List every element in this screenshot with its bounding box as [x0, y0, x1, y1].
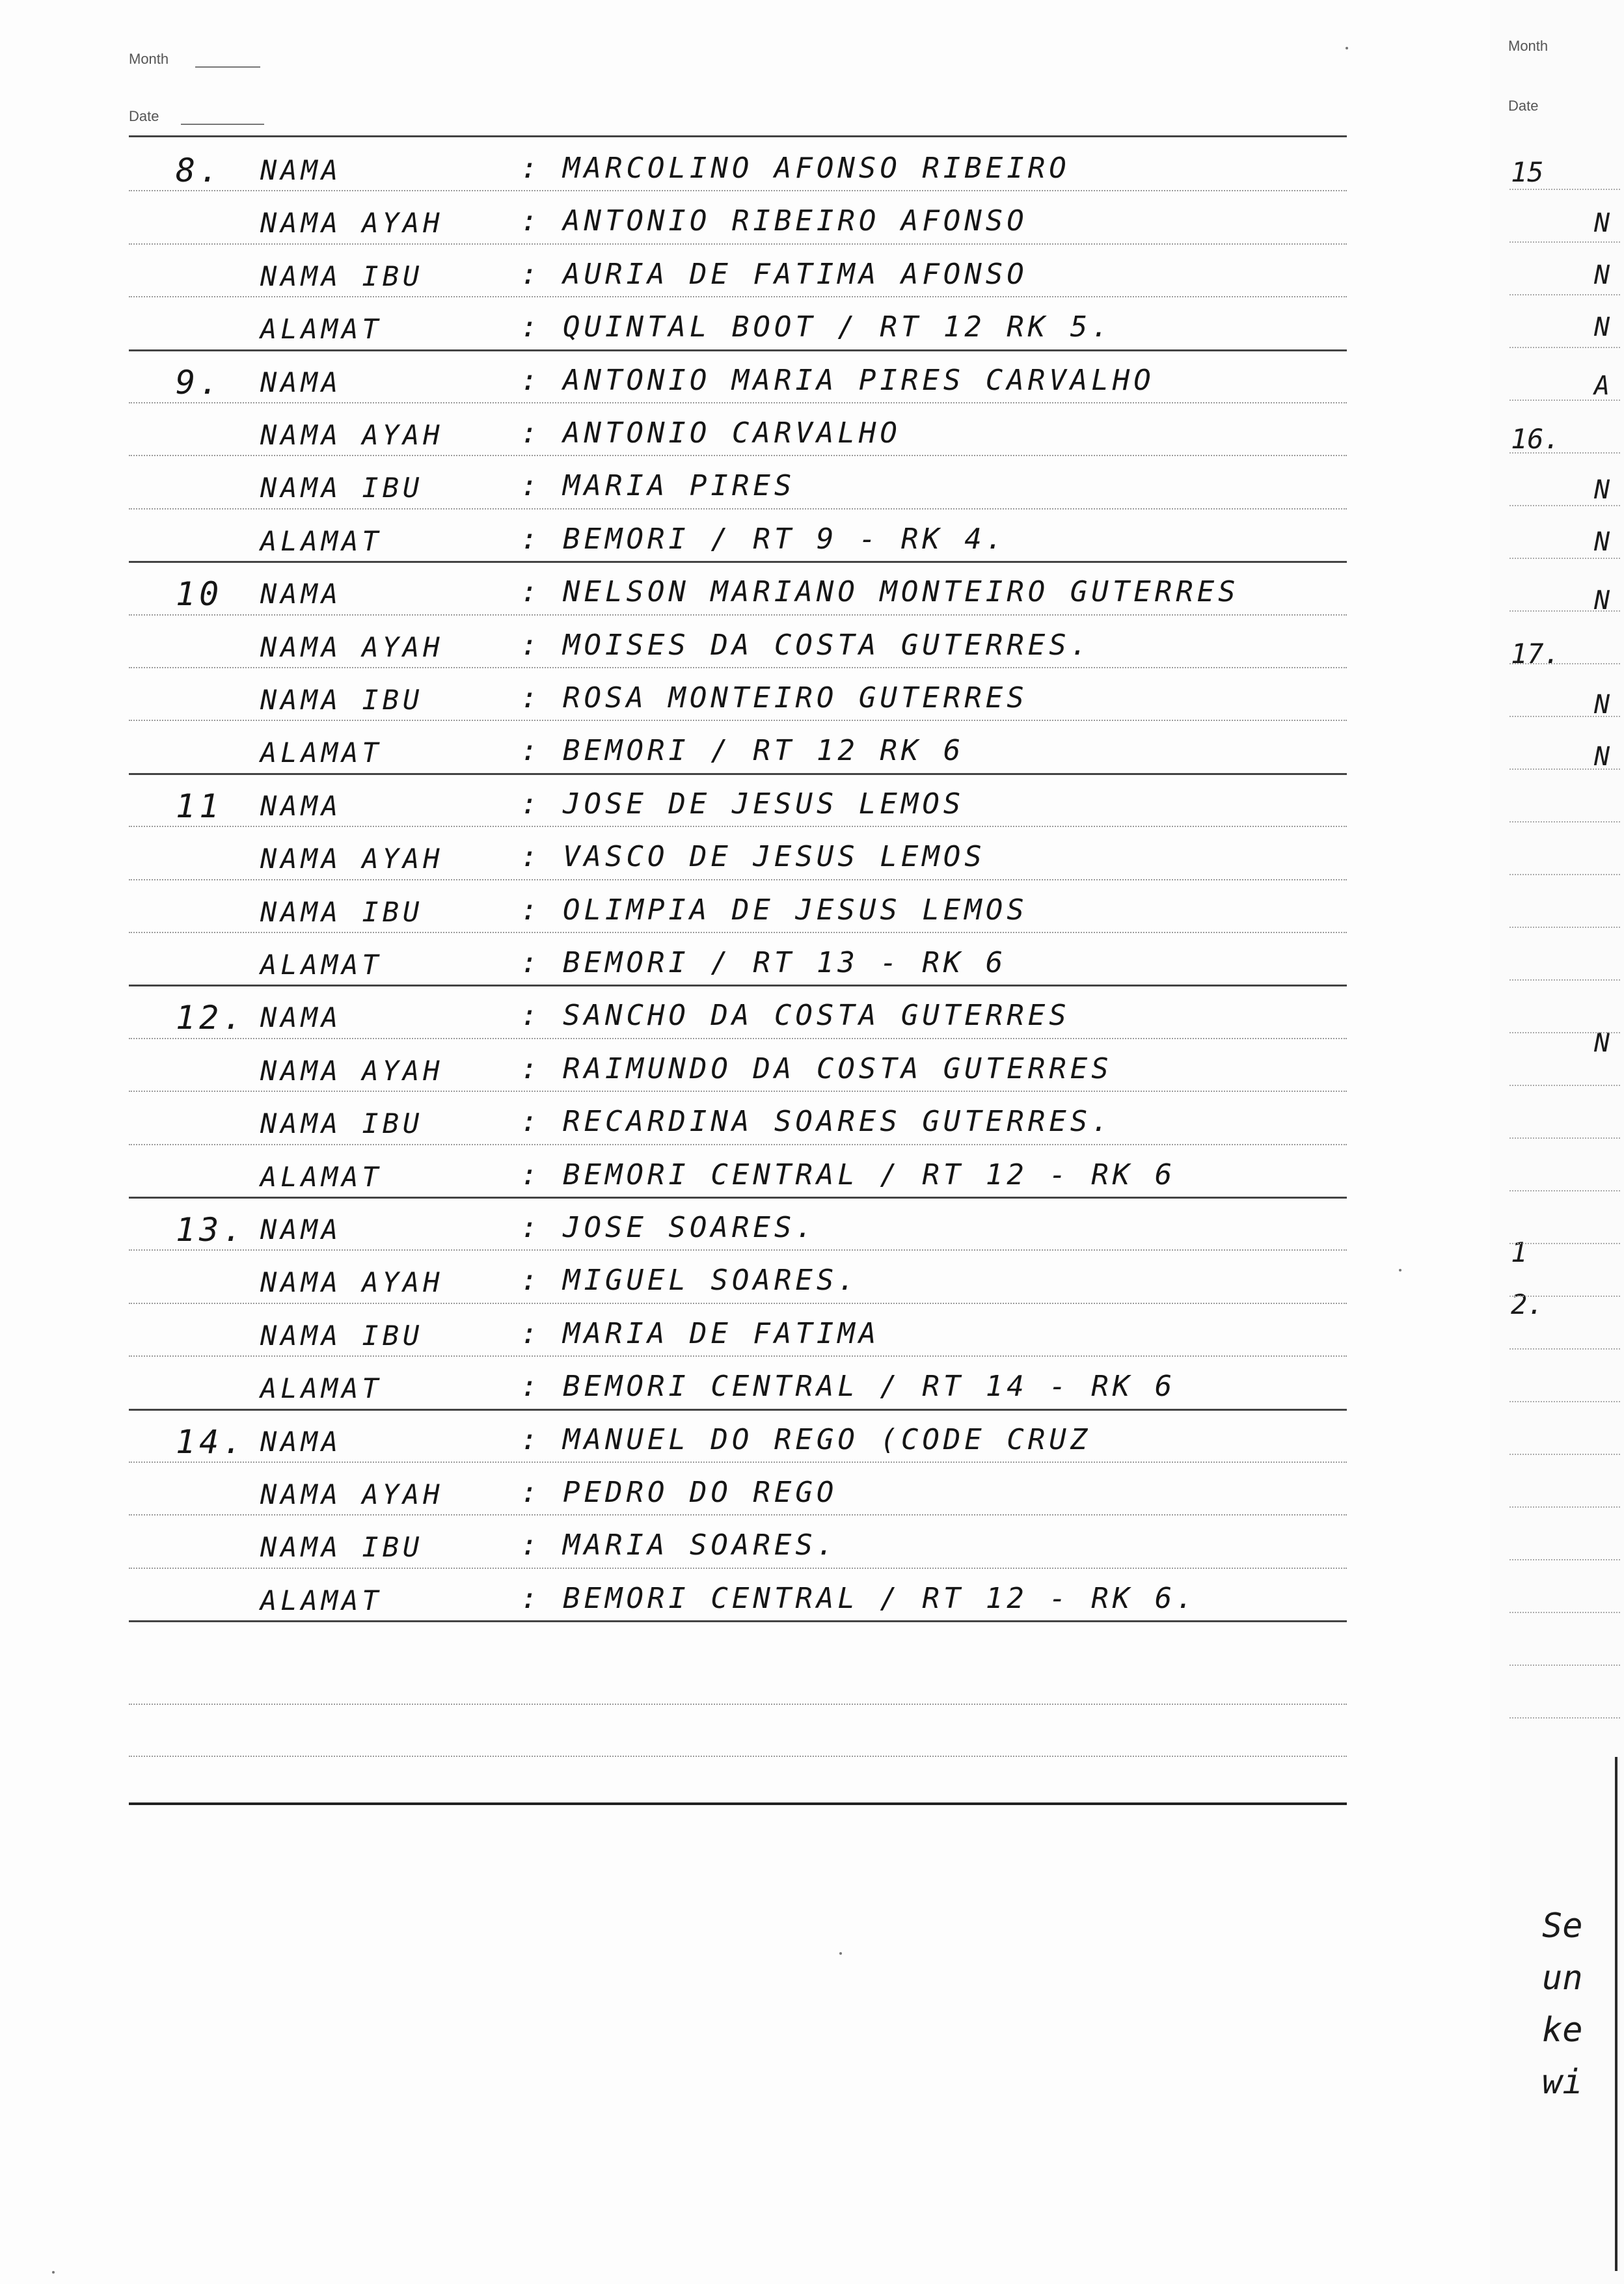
ruled-line: [129, 455, 1347, 456]
entry-number: 13.: [176, 1211, 247, 1249]
entry-number: 9.: [176, 363, 223, 401]
field-label: NAMA AYAH: [260, 419, 444, 451]
ruled-line: [129, 932, 1347, 933]
right-page-line: [1509, 1506, 1620, 1508]
right-page-line: [1509, 1296, 1620, 1297]
ruled-line: [129, 1303, 1347, 1304]
date-label: Date: [129, 108, 159, 124]
field-value: : MARCOLINO AFONSO RIBEIRO: [521, 152, 1070, 185]
entry-number: 11: [176, 787, 223, 825]
field-value: : MARIA PIRES: [521, 469, 796, 503]
field-value: : BEMORI / RT 9 - RK 4.: [521, 522, 1007, 556]
right-page-fragment: 16.: [1511, 423, 1560, 455]
right-page-line: [1509, 821, 1620, 823]
right-page-line: [1509, 558, 1620, 559]
field-value: : NELSON MARIANO MONTEIRO GUTERRES: [521, 575, 1239, 609]
right-page-line: [1509, 663, 1620, 664]
ruled-line: [129, 296, 1347, 297]
month-label: Month: [129, 51, 169, 67]
right-page-line: [1509, 1559, 1620, 1560]
ruled-line: [129, 402, 1347, 403]
scan-speck: [52, 2271, 55, 2274]
field-label: NAMA: [260, 1214, 342, 1245]
month-line: [195, 66, 260, 68]
right-page-line: [1509, 610, 1620, 612]
field-label: NAMA IBU: [260, 1319, 424, 1352]
field-value: : MARIA DE FATIMA: [521, 1316, 880, 1350]
ruled-line: [129, 1355, 1347, 1357]
right-month-label: Month: [1508, 38, 1549, 54]
field-label: ALAMAT: [260, 949, 383, 981]
entry-number: 14.: [176, 1422, 247, 1461]
field-value: : PEDRO DO REGO: [521, 1476, 838, 1509]
field-value: : BEMORI / RT 13 - RK 6: [521, 946, 1007, 979]
right-page-line: [1509, 1401, 1620, 1402]
right-page-line: [1509, 1454, 1620, 1455]
field-label: NAMA AYAH: [260, 631, 444, 663]
field-label: NAMA: [260, 154, 342, 186]
field-value: : MANUEL DO REGO (CODE CRUZ: [521, 1422, 1092, 1456]
blank-line: [129, 1704, 1347, 1705]
field-value: : MIGUEL SOARES.: [521, 1264, 859, 1298]
ruled-line: [129, 1620, 1347, 1622]
right-page-line: [1509, 927, 1620, 928]
field-label: NAMA IBU: [260, 472, 424, 504]
field-label: NAMA: [260, 1001, 342, 1034]
right-page-fragment: N: [1594, 742, 1610, 772]
right-page-line: [1509, 400, 1620, 401]
right-page-line: [1509, 1032, 1620, 1033]
field-value: : SANCHO DA COSTA GUTERRES: [521, 999, 1070, 1033]
right-page-bottom-fragment: wi: [1542, 2063, 1583, 2102]
field-label: NAMA IBU: [260, 895, 424, 928]
right-page-line: [1509, 1665, 1620, 1666]
field-value: : JOSE DE JESUS LEMOS: [521, 787, 965, 821]
right-page-line: [1509, 1243, 1620, 1244]
field-label: NAMA AYAH: [260, 1054, 444, 1087]
ruled-line: [129, 614, 1347, 616]
right-page-bottom-fragment: un: [1542, 1959, 1583, 1998]
ruled-line: [129, 1514, 1347, 1516]
field-label: NAMA: [260, 366, 342, 398]
top-rule: [129, 135, 1347, 137]
right-page-edge: [1615, 1757, 1617, 2271]
field-value: : RAIMUNDO DA COSTA GUTERRES: [521, 1052, 1113, 1085]
date-line: [181, 124, 264, 125]
field-label: NAMA IBU: [260, 1531, 424, 1564]
right-page-line: [1509, 1190, 1620, 1191]
right-page-line: [1509, 1717, 1620, 1719]
ruled-line: [129, 508, 1347, 510]
field-value: : BEMORI / RT 12 RK 6: [521, 734, 965, 768]
right-page-fragment: N: [1594, 475, 1610, 505]
right-page-line: [1509, 241, 1620, 243]
field-label: NAMA: [260, 1425, 342, 1458]
right-page-line: [1509, 452, 1620, 454]
entry-number: 12.: [176, 999, 247, 1037]
right-page-fragment: N: [1594, 690, 1610, 720]
ruled-line: [129, 720, 1347, 721]
right-date-label: Date: [1508, 98, 1539, 114]
right-page-line: [1509, 347, 1620, 348]
scan-speck: [1399, 1269, 1401, 1271]
right-page-line: [1509, 189, 1620, 190]
field-label: NAMA AYAH: [260, 1478, 444, 1510]
right-page-line: [1509, 294, 1620, 295]
field-value: : ANTONIO MARIA PIRES CARVALHO: [521, 363, 1155, 397]
right-page-line: [1509, 768, 1620, 770]
field-label: NAMA IBU: [260, 260, 424, 292]
right-page-line: [1509, 1348, 1620, 1350]
field-label: ALAMAT: [260, 1372, 383, 1405]
field-label: NAMA: [260, 789, 342, 822]
right-page-fragment: 15: [1511, 156, 1544, 188]
right-page-line: [1509, 716, 1620, 717]
right-page-fragment: N: [1594, 208, 1610, 238]
right-page-fragment: 2.: [1511, 1288, 1544, 1320]
field-value: : JOSE SOARES.: [521, 1211, 817, 1244]
ruled-line: [129, 826, 1347, 827]
ruled-line: [129, 349, 1347, 351]
field-label: ALAMAT: [260, 1160, 383, 1193]
field-label: NAMA AYAH: [260, 1266, 444, 1299]
field-label: NAMA IBU: [260, 684, 424, 716]
field-label: NAMA AYAH: [260, 207, 444, 239]
field-label: NAMA AYAH: [260, 843, 444, 875]
ruled-line: [129, 243, 1347, 245]
entry-number: 10: [176, 575, 223, 614]
field-label: NAMA: [260, 578, 342, 610]
right-page-fragment: 17.: [1511, 638, 1560, 670]
right-page-line: [1509, 979, 1620, 981]
field-label: ALAMAT: [260, 737, 383, 769]
right-page-bottom-fragment: ke: [1542, 2011, 1583, 2050]
right-page-fragment: N: [1594, 312, 1610, 342]
right-page-fragment: N: [1594, 260, 1610, 290]
ruled-line: [129, 1461, 1347, 1463]
field-value: : MOISES DA COSTA GUTERRES.: [521, 628, 1092, 662]
bottom-rule: [129, 1802, 1347, 1805]
ruled-line: [129, 1091, 1347, 1092]
right-page-fragment: N: [1594, 527, 1610, 557]
ruled-line: [129, 1249, 1347, 1251]
ruled-line: [129, 1038, 1347, 1039]
entry-number: 8.: [176, 152, 223, 189]
ruled-line: [129, 1568, 1347, 1569]
ruled-line: [129, 879, 1347, 880]
field-value: : MARIA SOARES.: [521, 1529, 838, 1562]
field-label: ALAMAT: [260, 1584, 383, 1616]
right-page-fragment: N: [1594, 586, 1610, 616]
ruled-line: [129, 561, 1347, 563]
ruled-line: [129, 667, 1347, 668]
right-page-fragment: N: [1594, 1028, 1610, 1058]
ruled-line: [129, 773, 1347, 775]
field-value: : BEMORI CENTRAL / RT 14 - RK 6: [521, 1370, 1176, 1404]
field-label: ALAMAT: [260, 313, 383, 346]
field-value: : BEMORI CENTRAL / RT 12 - RK 6.: [521, 1581, 1197, 1615]
field-label: ALAMAT: [260, 524, 383, 557]
right-page-line: [1509, 1085, 1620, 1086]
field-value: : OLIMPIA DE JESUS LEMOS: [521, 893, 1028, 927]
ruled-line: [129, 1197, 1347, 1199]
ruled-line: [129, 1409, 1347, 1411]
field-value: : ROSA MONTEIRO GUTERRES: [521, 681, 1028, 714]
right-page-line: [1509, 1137, 1620, 1139]
right-page-line: [1509, 1612, 1620, 1613]
ruled-line: [129, 985, 1347, 986]
right-page-fragment: A: [1594, 371, 1610, 401]
scan-speck: [839, 1952, 842, 1955]
field-label: NAMA IBU: [260, 1108, 424, 1140]
field-value: : VASCO DE JESUS LEMOS: [521, 840, 986, 874]
right-page-line: [1509, 505, 1620, 506]
field-value: : AURIA DE FATIMA AFONSO: [521, 257, 1028, 291]
ruled-line: [129, 190, 1347, 191]
field-value: : ANTONIO CARVALHO: [521, 416, 901, 450]
field-value: : ANTONIO RIBEIRO AFONSO: [521, 204, 1028, 238]
right-page-fragment: 1: [1511, 1236, 1528, 1268]
blank-line: [129, 1756, 1347, 1757]
right-page-line: [1509, 874, 1620, 875]
right-page-bottom-fragment: Se: [1542, 1907, 1583, 1946]
scan-speck: [1346, 47, 1348, 49]
field-value: : BEMORI CENTRAL / RT 12 - RK 6: [521, 1158, 1176, 1191]
ruled-line: [129, 1144, 1347, 1145]
field-value: : RECARDINA SOARES GUTERRES.: [521, 1105, 1113, 1139]
field-value: : QUINTAL BOOT / RT 12 RK 5.: [521, 310, 1113, 344]
